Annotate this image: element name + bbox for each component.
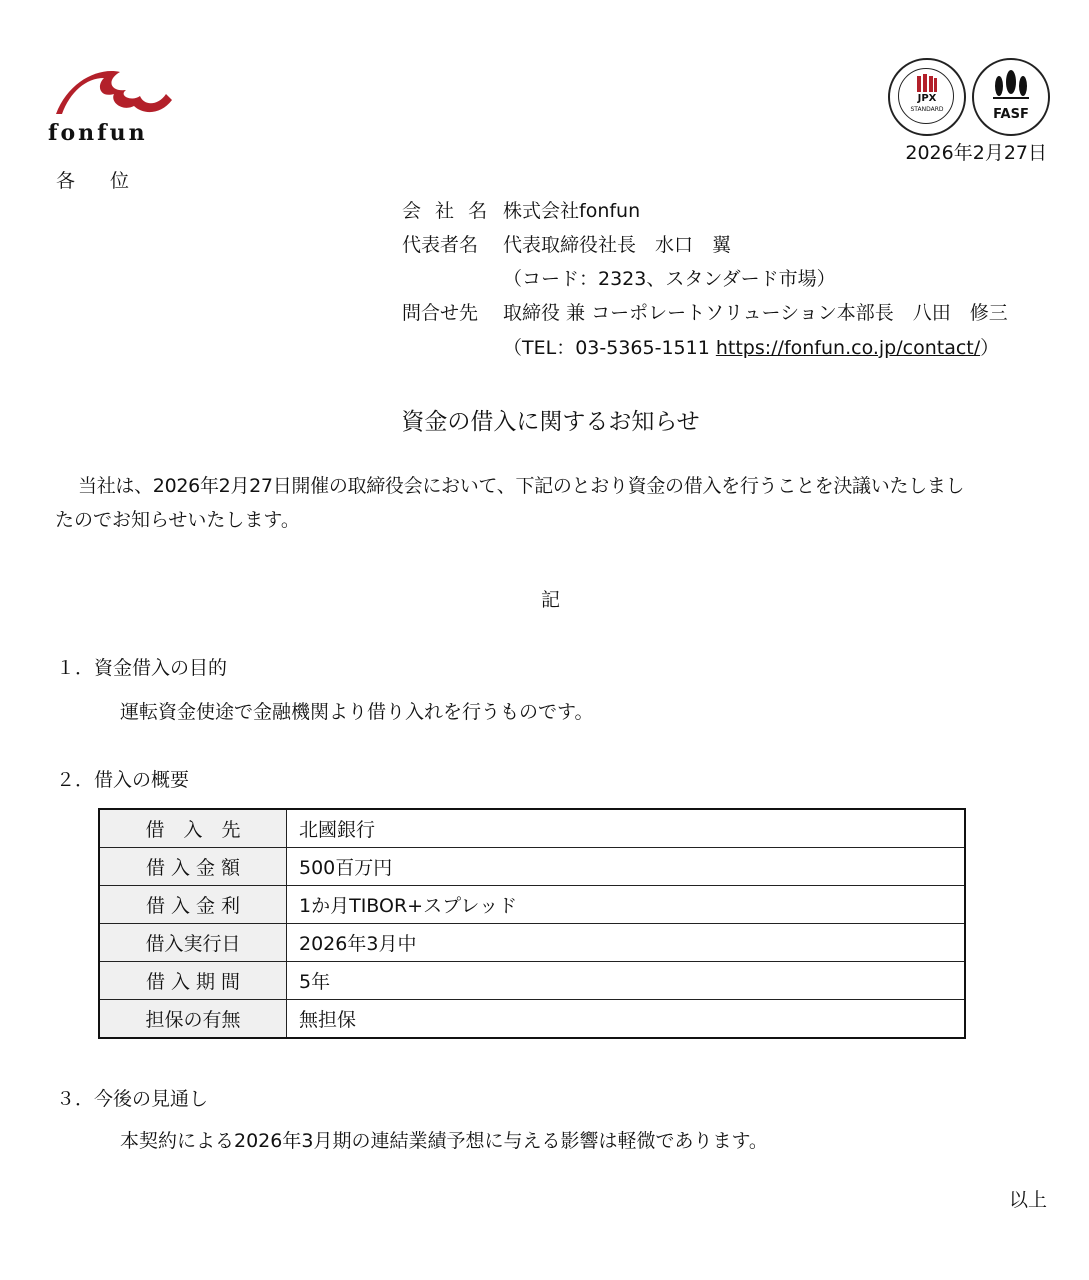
- contact-tel: （TEL：03-5365-1511: [503, 337, 716, 359]
- execution-date-value: 2026年3月中: [287, 924, 966, 962]
- stock-code: （コード：2323、スタンダード市場）: [503, 268, 836, 290]
- company-name-value: 株式会社fonfun: [503, 200, 641, 222]
- interest-label: 借 入 金 利: [99, 886, 287, 924]
- closing-mark: 以上: [1008, 1189, 1047, 1211]
- section-1-body: 運転資金使途で金融機関より借り入れを行うものです。: [120, 701, 594, 723]
- collateral-label: 担保の有無: [99, 1000, 287, 1039]
- fonfun-wave-icon: [48, 62, 183, 122]
- contact-link[interactable]: https://fonfun.co.jp/contact/: [715, 337, 981, 359]
- fasf-badge-icon: FASF: [972, 58, 1050, 136]
- collateral-value: 無担保: [287, 1000, 966, 1039]
- section-3-body: 本契約による2026年3月期の連結業績予想に与える影響は軽微であります。: [120, 1130, 768, 1152]
- logo-wordmark: fonfun: [48, 120, 148, 146]
- addressee: 各 位: [56, 170, 138, 192]
- interest-value: 1か月TIBOR+スプレッド: [287, 886, 966, 924]
- table-row: [99, 924, 965, 962]
- lender-value: 北國銀行: [287, 809, 966, 848]
- intro-line-2: たのでお知らせいたします。: [55, 509, 300, 531]
- document-title: 資金の借入に関するお知らせ: [401, 409, 700, 435]
- execution-date-label: 借入実行日: [99, 924, 287, 962]
- contact-label: 問合せ先: [402, 302, 479, 324]
- ki-marker: 記: [541, 589, 561, 611]
- table-row: [99, 886, 965, 924]
- table-row: [99, 1000, 965, 1039]
- section-2-heading: ２．借入の概要: [56, 769, 190, 791]
- lender-label: 借 入 先: [99, 809, 287, 848]
- contact-details: （TEL：03-5365-1511 https://fonfun.co.jp/contact/）: [503, 337, 1000, 359]
- table-row: [99, 962, 965, 1000]
- intro-line-1: 当社は、2026年2月27日開催の取締役会において、下記のとおり資金の借入を行うことを決議いたしまし: [78, 475, 965, 497]
- table-row: [99, 809, 965, 848]
- loan-summary-table: [98, 808, 966, 1039]
- company-name-label: 会 社 名: [402, 200, 492, 222]
- term-value: 5年: [287, 962, 966, 1000]
- table-row: [99, 848, 965, 886]
- section-1-heading: １．資金借入の目的: [56, 657, 228, 679]
- contact-person: 取締役 兼 コーポレートソリューション本部長 八田 修三: [503, 302, 1008, 324]
- section-3-heading: ３．今後の見通し: [56, 1088, 209, 1110]
- term-label: 借 入 期 間: [99, 962, 287, 1000]
- amount-value: 500百万円: [287, 848, 966, 886]
- jpx-standard-badge-icon: JPX STANDARD: [888, 58, 966, 136]
- representative-label: 代表者名: [402, 234, 479, 256]
- representative-value: 代表取締役社長 水口 翼: [503, 234, 732, 256]
- company-logo: [48, 62, 183, 147]
- amount-label: 借 入 金 額: [99, 848, 287, 886]
- document-date: 2026年2月27日: [905, 142, 1047, 164]
